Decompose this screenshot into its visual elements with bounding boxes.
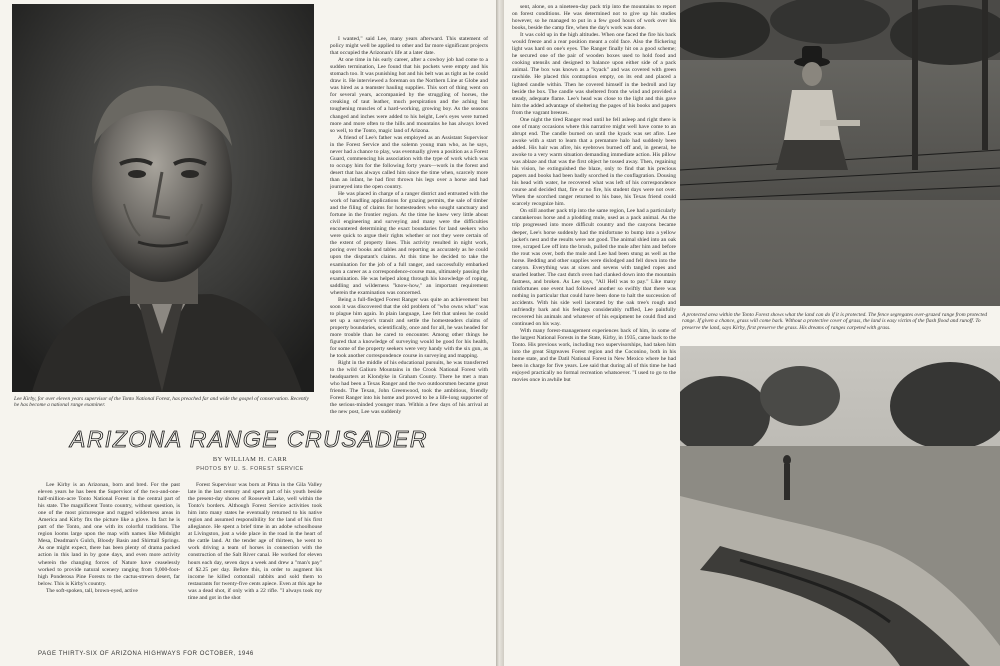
right-page: [504, 0, 1000, 666]
article-column: [188, 482, 322, 646]
article-title-text: ARIZONA RANGE CRUSADER: [69, 426, 429, 452]
paragraph: A friend of Lee's father was employed as an Assistant Supervisor in the Forest Service and the solemn young man who, as he says, never had a chance to play, was eventually given a position as a Forest Guard, commencing his association with the type of work which was to occupy him for the following forty years—work in the forest and desert that has always called him since the time when, scarcely more than an infant, he had first thrown his legs over a horse and had journeyed into the open country.: [330, 134, 488, 190]
fence-image: [680, 0, 1000, 306]
byline: BY WILLIAM H. CARR: [212, 456, 288, 463]
page-gutter: [496, 0, 504, 666]
paragraph: At one time in his early career, after a cowboy job had come to a sudden termination, Lee found that his pockets were empty and his stomach too. It was punishing hot and his belt was as tight as he could draw it. He interviewed a foreman on the Northern Line at Globe and was hired as a teamster hauling supplies. This sort of thing went on for several years, accompanied by the struggling of horses, the creaking of taut leather, much perspiration and the aching but toughening muscles of a hard-working, growing boy. As the seasons changed and inches were added to his height, Lee's eyes were turned more and more often to the hills and mountains he has always loved so well, to the Tonto, magic land of Arizona.: [330, 57, 488, 134]
photo-credit: PHOTOS BY U. S. FOREST SERVICE: [196, 466, 304, 472]
paragraph: Forest Supervisor was born at Pima in the Gila Valley late in the last century and spent part of his youth beside the present-day shores of Roosevelt Lake, well within the Tonto's borders. Although Forest Service activities took him into many states he eventually returned to his native region and assumed responsibility for the land of his first allegiance. He spent a brief time in an adobe schoolhouse at Livingston, just a wide place in the road in the heart of the cattle land. At the tender age of thirteen, he went to work driving a team of horses in connection with the construction of the Salt River canal. He worked for eleven hours each day, seven days a week and drew a "man's pay" of $2.25 per day. Before this, in order to augment his income he killed cottontail rabbits and sold them to restaurants for twenty-five cents apiece. Even at this age he was a dead shot, if only with a 22 rifle. "I always took my time and got in the shot: [188, 482, 322, 601]
paragraph: Right in the middle of his educational pursuits, he was transferred to the wild Galiuro Mountains in the Crook National Forest with headquarters at Klondyke in Graham County. There he met a man who had been a Texas Ranger and the two outdoorsmen became great friends. The Texan, John Greenwood, took the ambitious, friendly Forest Ranger into his home and proved to be a life-long supporter of the serious-minded younger man. Within a few days of his arrival at the new post, Lee was suddenly: [330, 360, 488, 416]
fence-caption: A protected area within the Tonto Forest shows what the land can do if it is protected. The fence segregates over-grazed range from protected range. If given a chance, grass will come back. Without a protective cover of grass, the land is easy victim of the flash flood and runoff. To preserve the land, says Kirby, first preserve the grass. His dreams of ranges carpeted with grass.: [682, 312, 988, 331]
paragraph: He was placed in charge of a ranger district and entrusted with the work of handling applications for grazing permits, the sale of timber and the filing of claims for homesteaders who sought sanctuary and fortune in the frontier region. At the time he knew very little about civil engineering and surveying and many were the difficulties encountered determining the exact boundaries for land seekers who were quick to argue their rights whether or not they were certain of the extent of property lines. This activity resulted in night work, poring over books and tables and reporting as accurately as he could upon the disputant's claims. At this time he decided to take the examination for the job of a full ranger, and successfully embarked upon a career as a correspondence-course man, ultimately passing the examination. He was helped along through his knowledge of roping, saddling and wilderness "know-how," an important requirement wherein the examination was concerned.: [330, 191, 488, 296]
left-page: [0, 0, 496, 666]
article-title: [14, 426, 484, 453]
portrait-photo: [12, 4, 314, 392]
paragraph: Being a full-fledged Forest Ranger was quite an achievement but soon it was discovered that the old problem of "who owns what" was to plague him again. In plain language, Lee felt that unless he could set up a surveyor's transit and settle the homesteaders claims of property boundaries, scientifically, once and for all, he was headed for more trouble than he cared to encounter. Among other things he figured that a knowledge of surveying would be good for his health, for some of the property seekers were very handy with the six gun, as he took another correspondence course in surveying and mapping.: [330, 296, 488, 360]
paragraph: With many forest-management experiences back of him, in some of the largest National Forests in the State, Kirby, in 1935, came back to the Tonto. His previous work, including two supervisorships, had taken him into the great Sitgreaves Forest region and the Coconino, both in his home state, and the Datil National Forest in New Mexico where he had been in charge for five years. Lee said that during all of this time he had enjoyed practically no formal recreation whatsoever. "I used to go to the movies once in awhile but: [512, 328, 676, 384]
erosion-image: [680, 346, 1000, 666]
paragraph: On still another pack trip into the same region, Lee had a particularly cantankerous horse and a plodding mule, used as a pack animal. As the trip progressed into more difficult country and the canyons became deeper, Lee's horse suddenly had the misfortune to bump into a yellow jacket's nest and the results were not good. The animal shied into an oak tree, scraped Lee off into the brush, pulled the mule after him and before the rout was over, both the mule and Lee had been stung as well as the horse. Bedding and other supplies were dislodged and fell down into the canyon. Everything was at sixes and sevens with tangled ropes and snarled leather. The cast dutch oven had clanked down into the mountain fastness, and broken. As Lee says, "All Hell was to pay." Like many misfortunes one event had followed another so swiftly that there was nothing in particular that could have been done to halt the succession of accidents. With his side well lacerated by the oak tree's rough and unfriendly bark and his feelings considerably ruffled, Lee painfully recovered his animals and whatever of his equipment he could find and continued on his way.: [512, 208, 676, 328]
erosion-photo: [680, 346, 1000, 666]
paragraph: I wanted," said Lee, many years afterward. This statement of policy might well be applied to other and far more significant projects that occupied the Arizonan's life at a later date.: [330, 36, 488, 57]
article-column: [38, 482, 180, 646]
fence-photo: [680, 0, 1000, 306]
portrait-caption: Lee Kirby, for over eleven years supervisor of the Tonto National Forest, has preached far and wide the gospel of conservation. Recently he has become a national range examiner.: [14, 396, 309, 409]
article-column: [512, 4, 676, 660]
portrait-image: [12, 4, 314, 392]
article-column: [330, 36, 488, 644]
paragraph: sent, alone, on a nineteen-day pack trip into the mountains to report on forest conditions. He was determined not to give up his studies however, so he managed to put in a few good hours of work over his books, beside the camp fire, when the day's work was done.: [512, 4, 676, 32]
paragraph: The soft-spoken, tall, brown-eyed, active: [46, 587, 138, 594]
page-folio: PAGE THIRTY-SIX OF ARIZONA HIGHWAYS FOR OCTOBER, 1946: [38, 651, 254, 657]
paragraph: It was cold up in the high altitudes. When one faced the fire his back would freeze and a rear position meant a cold face. Also the flickering light was hard on one's eyes. The Ranger finally hit on a good scheme; he secured one of the pair of wooden boxes used to hold food and cooking utensils and designed to balance upon either side of a pack animal. The box was known as a "kyack" and was covered with green rawhide. He placed this contraption empty, on its end and placed a lighted candle within. Then he covered himself in the bedroll and lay beside the box. The candle was sheltered from the wind and provided a steady, adequate flame. Lee's head was close to the light and this gave him the added advantage of sheltering the pages of his books and papers from the vagrant breezes.: [512, 32, 676, 116]
paragraph: Lee Kirby is an Arizonan, born and bred. For the past eleven years he has been the Supervisor of the two-and-one-half-million-acre Tonto National Forest in the central part of his state. The magnificent Tonto country, without question, is one of the most picturesque and rugged wilderness areas in America and Kirby fits the picture like a glove. In fact he is part of the Tonto, and one with its colorful traditions. The region looms large upon the map with names like Midnight Mesa, Deadman's Gulch, Bloody Basin and Shirttail Springs. As one might expect, there has been plenty of drama packed action in this land in by gone days, and even more activity wherein the changing forces of Nature have ceaselessly worked to provide natural scenery ranging from 9,000-foot-high Ponderosa Pine Forests to the cactus-strewn desert, far below. This is Kirby's country.: [38, 482, 180, 587]
paragraph: One night the tired Ranger read until he fell asleep and right there is one of many occasions where this narrative might well have come to an abrupt end. The candle burned on until the kyack was set afire. Lee awoke with a start to learn that a premature halo had suddenly been added. His hair was afire, his eyebrows burned off and, in general, he awoke to a very warm situation demanding immediate action. His pillow was ablaze and that was the first object he tossed away. Then, regaining his vision, he extinguished the blaze, only to find that his precious papers and books had been badly scorched in the conflagration. Dousing his head with water, he recovered what was left of his correspondence course and decided that, fire or no fire, his student days were not over. When the scorched ranger returned to his base, his Texas friend could scarcely recognize him.: [512, 116, 676, 208]
